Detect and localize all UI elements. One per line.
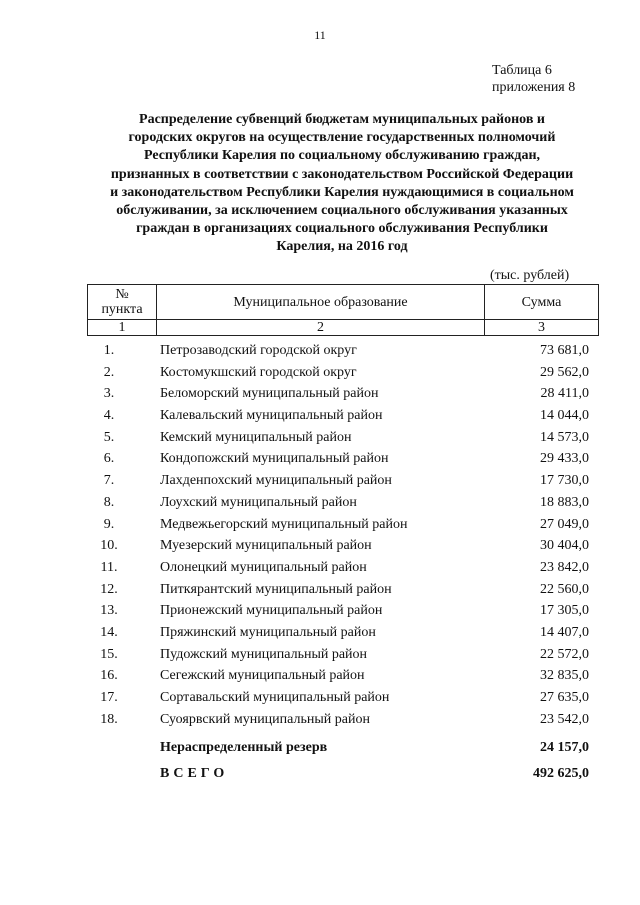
row-number: 14.	[100, 624, 118, 640]
row-number: 9.	[103, 516, 115, 532]
table-row	[0, 647, 640, 669]
row-name: Прионежский муниципальный район	[160, 603, 383, 619]
table-row	[0, 451, 640, 473]
row-number: 10.	[100, 538, 118, 554]
row-number: 2.	[103, 364, 115, 380]
title-line: обслуживании, за исключением социального обслуживания указанных	[116, 203, 568, 219]
row-sum: 27 635,0	[540, 690, 589, 705]
table-row	[0, 517, 640, 539]
row-name: Суоярвский муниципальный район	[160, 711, 370, 727]
row-name: Лахденпохский муниципальный район	[160, 473, 392, 489]
row-sum: 17 730,0	[540, 473, 589, 489]
row-sum: 14 044,0	[540, 408, 589, 424]
row-name: Сегежский муниципальный район	[160, 668, 365, 684]
row-number: 17.	[100, 690, 118, 705]
table-caption-line: приложения 8	[492, 80, 576, 95]
row-sum: 23 842,0	[540, 559, 589, 575]
title-line: граждан в организациях социального обслуживания Республики	[136, 221, 548, 237]
row-sum: 18 883,0	[540, 494, 589, 510]
table-row	[0, 343, 640, 365]
row-number: 13.	[100, 603, 118, 619]
row-sum: 17 305,0	[540, 603, 589, 619]
table-row	[0, 560, 640, 582]
table-row	[0, 386, 640, 408]
title-line: Республики Карелия по социальному обслуживанию граждан,	[143, 148, 541, 164]
row-name: Питкярантский муниципальный район	[160, 581, 392, 597]
table-caption	[492, 62, 575, 96]
row-number: 8.	[103, 494, 115, 510]
row-sum: 29 562,0	[540, 364, 589, 380]
row-name: Лоухский муниципальный район	[160, 494, 357, 510]
row-sum: 14 407,0	[540, 624, 589, 640]
document-title	[78, 111, 606, 257]
row-sum: 32 835,0	[540, 668, 589, 684]
row-sum: 23 542,0	[540, 711, 589, 727]
row-name: Кондопожский муниципальный район	[160, 451, 389, 467]
header-sum-cell: Сумма	[485, 285, 599, 320]
table-row	[0, 603, 640, 625]
reserve-value: 24 157,0	[540, 740, 589, 755]
row-sum: 30 404,0	[540, 538, 589, 554]
row-sum: 28 411,0	[540, 386, 589, 402]
row-name: Муезерский муниципальный район	[160, 538, 372, 554]
title-line: Карелия, на 2016 год	[276, 239, 408, 255]
title-line: городских округов на осуществление государственных полномочий	[128, 130, 556, 146]
table-row	[0, 473, 640, 495]
table-row	[0, 365, 640, 387]
row-name: Пудожский муниципальный район	[160, 646, 368, 662]
row-number: 3.	[103, 386, 115, 402]
table-row	[0, 582, 640, 604]
header-number-symbol: №	[115, 287, 129, 302]
title-line: Распределение субвенций бюджетам муниципальных районов и	[139, 112, 545, 127]
row-name: Беломорский муниципальный район	[160, 386, 379, 402]
table-row	[0, 690, 640, 712]
table-row	[0, 625, 640, 647]
row-name: Костомукшский городской округ	[160, 364, 357, 380]
header-number-cell	[88, 285, 157, 320]
row-name: Медвежьегорский муниципальный район	[160, 516, 408, 532]
column-index: 1	[88, 320, 157, 336]
table-caption-line: Таблица 6	[492, 63, 552, 78]
row-name: Кемский муниципальный район	[160, 429, 352, 445]
page-number: 11	[314, 28, 326, 42]
table-row	[0, 712, 640, 734]
row-sum: 73 681,0	[540, 343, 589, 358]
row-number: 12.	[100, 581, 118, 597]
table-body	[0, 343, 640, 733]
title-line: признанных в соответствии с законодательством Российской Федерации	[110, 166, 574, 182]
row-number: 11.	[100, 559, 118, 575]
row-sum: 22 572,0	[540, 646, 589, 662]
row-number: 7.	[103, 473, 115, 489]
table-row	[0, 538, 640, 560]
column-index: 3	[485, 320, 599, 336]
row-number: 15.	[100, 646, 118, 662]
row-name: Сортавальский муниципальный район	[160, 690, 390, 705]
table-row	[0, 495, 640, 517]
row-name: Петрозаводский городской округ	[160, 343, 357, 358]
row-name: Олонецкий муниципальный район	[160, 559, 367, 575]
column-index: 2	[157, 320, 485, 336]
row-name: Калевальский муниципальный район	[160, 408, 383, 424]
row-sum: 14 573,0	[540, 429, 589, 445]
total-label: ВСЕГО	[160, 766, 229, 781]
row-number: 18.	[100, 711, 118, 727]
header-name-cell: Муниципальное образование	[157, 285, 485, 320]
row-number: 4.	[103, 408, 115, 424]
table-row	[0, 408, 640, 430]
total-value: 492 625,0	[533, 766, 589, 781]
column-index-row	[88, 320, 599, 336]
reserve-label: Нераспределенный резерв	[160, 740, 328, 755]
row-sum: 27 049,0	[540, 516, 589, 532]
table-row	[0, 668, 640, 690]
row-name: Пряжинский муниципальный район	[160, 624, 376, 640]
table-header-row	[88, 285, 599, 320]
row-number: 16.	[100, 668, 118, 684]
row-number: 1.	[103, 343, 115, 358]
row-sum: 22 560,0	[540, 581, 589, 597]
row-number: 6.	[103, 451, 115, 467]
units-note: (тыс. рублей)	[490, 268, 570, 283]
header-number-label: пункта	[101, 302, 143, 317]
title-line: и законодательством Республики Карелия нуждающимися в социальном	[110, 184, 574, 200]
table-header	[87, 284, 599, 336]
table-row	[0, 430, 640, 452]
row-sum: 29 433,0	[540, 451, 589, 467]
row-number: 5.	[103, 429, 115, 445]
